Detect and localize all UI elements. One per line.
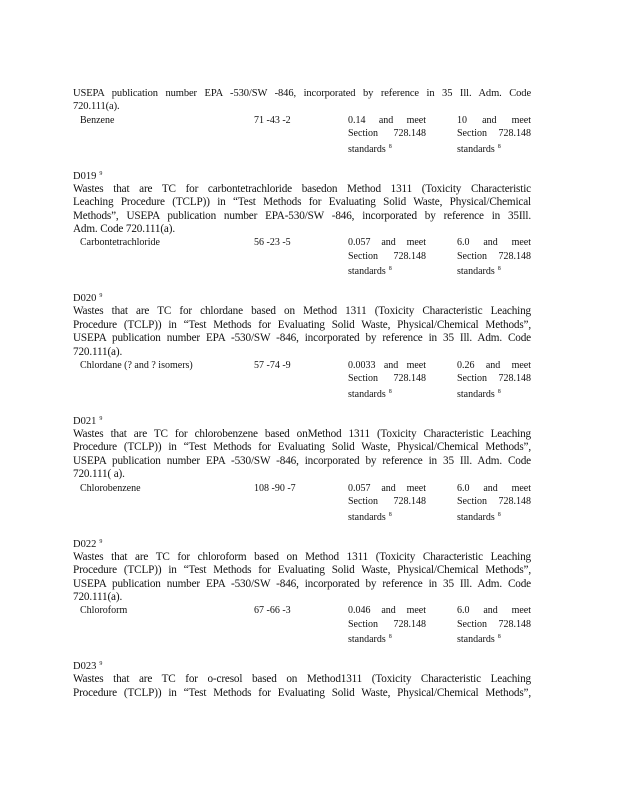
cell-line — [457, 509, 531, 524]
waste-code-d021 — [73, 413, 531, 428]
cell-line: Section 728.148 — [348, 496, 426, 508]
para-line: Methods”, USEPA publication number EPA-530/SW -846, incorporated by reference in 35Ill. — [73, 209, 531, 222]
cell-line: 10 and meet — [457, 114, 531, 126]
cell-text: standards — [457, 511, 495, 523]
cell-line: 6.0 and meet — [457, 237, 531, 249]
intro-line: 720.111(a). — [73, 101, 120, 113]
para-line: Procedure (TCLP)) in “Test Methods for Evaluating Solid Waste, Physical/Chemical Methods”, — [73, 318, 531, 331]
cell-line: Section 728.148 — [457, 128, 531, 140]
constituent-name: Benzene — [80, 114, 115, 126]
nonwastewater-standard — [457, 482, 531, 524]
cell-text: standards — [457, 266, 495, 278]
waste-code-d020 — [73, 290, 531, 305]
cell-line — [348, 263, 426, 278]
para-line: Adm. Code 720.111(a). — [73, 223, 175, 236]
footnote-mark: 8 — [497, 143, 501, 150]
nonwastewater-standard — [457, 236, 531, 278]
cell-text: standards — [457, 634, 495, 646]
cell-line — [457, 263, 531, 278]
cell-line: 6.0 and meet — [457, 605, 531, 617]
cell-line — [457, 141, 531, 156]
cell-line: 0.0033 and meet — [348, 360, 426, 372]
cell-line: 6.0 and meet — [457, 482, 531, 494]
footnote-mark: 9 — [99, 538, 103, 545]
intro-line: USEPA publication number EPA -530/SW -846, incorporated by reference in 35 Ill. Adm. Code — [73, 88, 531, 99]
footnote-mark: 9 — [99, 661, 103, 668]
d023-paragraph — [73, 673, 531, 700]
cell-line — [348, 631, 426, 646]
footnote-mark: 8 — [388, 266, 392, 273]
footnote-mark: 8 — [497, 634, 501, 641]
document-page — [73, 87, 531, 700]
waste-code-d019 — [73, 168, 531, 183]
footnote-mark: 8 — [388, 388, 392, 395]
waste-code-text: D023 — [73, 661, 97, 673]
table-row-chlorobenzene — [73, 482, 531, 524]
waste-code-d022 — [73, 536, 531, 551]
constituent-name: Chloroform — [80, 605, 128, 617]
nonwastewater-standard — [457, 604, 531, 646]
cas-number: 108 -90 -7 — [254, 482, 296, 494]
wastewater-standard — [348, 482, 426, 524]
d020-paragraph — [73, 305, 531, 359]
table-row-chlordane — [73, 359, 531, 401]
cell-line: 0.057 and meet — [348, 482, 426, 494]
cell-line — [348, 386, 426, 401]
waste-code-text: D022 — [73, 538, 97, 550]
table-row-benzene — [73, 114, 531, 156]
footnote-mark: 9 — [99, 170, 103, 177]
nonwastewater-standard — [457, 359, 531, 401]
para-line: Procedure (TCLP)) in “Test Methods for Evaluating Solid Waste, Physical/Chemical Methods”, — [73, 686, 531, 699]
cell-line: 0.046 and meet — [348, 605, 426, 617]
footnote-mark: 8 — [388, 511, 392, 518]
cell-text: standards — [457, 388, 495, 400]
para-line: USEPA publication number EPA -530/SW -846, incorporated by reference in 35 Ill. Adm. Code — [73, 577, 531, 590]
d022-paragraph — [73, 551, 531, 605]
cas-number: 67 -66 -3 — [254, 605, 291, 617]
para-line: Wastes that are TC for chloroform based on Method 1311 (Toxicity Characteristic Leaching — [73, 550, 531, 563]
para-line: Leaching Procedure (TCLP)) in “Test Methods for Evaluating Solid Waste, Physical/Chemical — [73, 196, 531, 209]
waste-code-text: D019 — [73, 170, 97, 182]
constituent-name: Chlorobenzene — [80, 482, 141, 494]
para-line: Wastes that are TC for chlorobenzene based onMethod 1311 (Toxicity Characteristic Leaching — [73, 428, 531, 441]
constituent-name: Carbontetrachloride — [80, 237, 160, 249]
cas-number: 71 -43 -2 — [254, 114, 291, 126]
footnote-mark: 8 — [497, 266, 501, 273]
waste-code-text: D020 — [73, 293, 97, 305]
d021-paragraph — [73, 428, 531, 482]
para-line: Procedure (TCLP)) in “Test Methods for Evaluating Solid Waste, Physical/Chemical Methods”, — [73, 441, 531, 454]
d019-paragraph — [73, 183, 531, 237]
waste-code-d023 — [73, 658, 531, 673]
cell-line — [348, 509, 426, 524]
para-line: Wastes that are TC for chlordane based on Method 1311 (Toxicity Characteristic Leaching — [73, 305, 531, 318]
intro-paragraph — [73, 87, 531, 114]
cell-line — [457, 386, 531, 401]
para-line: Wastes that are TC for o-cresol based on Method1311 (Toxicity Characteristic Leaching — [73, 673, 531, 686]
cell-line: Section 728.148 — [348, 128, 426, 140]
cell-line: Section 728.148 — [457, 373, 531, 385]
waste-code-text: D021 — [73, 416, 97, 428]
cell-line: Section 728.148 — [457, 496, 531, 508]
para-line: USEPA publication number EPA -530/SW -846, incorporated by reference in 35 Ill. Adm. Code — [73, 332, 531, 345]
table-row-chloroform — [73, 604, 531, 646]
para-line: 720.111(a). — [73, 590, 123, 603]
footnote-mark: 9 — [99, 416, 103, 423]
cas-number: 56 -23 -5 — [254, 237, 291, 249]
cell-line: 0.26 and meet — [457, 360, 531, 372]
wastewater-standard — [348, 359, 426, 401]
cell-line: Section 728.148 — [348, 373, 426, 385]
cell-text: standards — [348, 511, 386, 523]
cell-line: Section 728.148 — [457, 250, 531, 262]
para-line: 720.111(a). — [73, 345, 123, 358]
wastewater-standard — [348, 604, 426, 646]
cell-line: Section 728.148 — [348, 250, 426, 262]
footnote-mark: 8 — [497, 388, 501, 395]
footnote-mark: 8 — [388, 634, 392, 641]
table-row-carbontetrachloride — [73, 236, 531, 278]
cell-text: standards — [348, 388, 386, 400]
para-line: Wastes that are TC for carbontetrachloride basedon Method 1311 (Toxicity Characteristic — [73, 182, 531, 195]
footnote-mark: 8 — [497, 511, 501, 518]
cell-text: standards — [348, 266, 386, 278]
cell-line: 0.057 and meet — [348, 237, 426, 249]
para-line: 720.111( a). — [73, 468, 125, 481]
cell-line — [348, 141, 426, 156]
cas-number: 57 -74 -9 — [254, 360, 291, 372]
cell-line: 0.14 and meet — [348, 114, 426, 126]
footnote-mark: 8 — [388, 143, 392, 150]
cell-text: standards — [457, 143, 495, 155]
cell-line — [457, 631, 531, 646]
footnote-mark: 9 — [99, 293, 103, 300]
cell-text: standards — [348, 143, 386, 155]
wastewater-standard — [348, 236, 426, 278]
constituent-name: Chlordane (? and ? isomers) — [80, 360, 193, 372]
cell-line: Section 728.148 — [457, 618, 531, 630]
cell-text: standards — [348, 634, 386, 646]
cell-line: Section 728.148 — [348, 618, 426, 630]
nonwastewater-standard — [457, 114, 531, 156]
para-line: Procedure (TCLP)) in “Test Methods for Evaluating Solid Waste, Physical/Chemical Methods”, — [73, 564, 531, 577]
para-line: USEPA publication number EPA -530/SW -846, incorporated by reference in 35 Ill. Adm. Code — [73, 454, 531, 467]
wastewater-standard — [348, 114, 426, 156]
